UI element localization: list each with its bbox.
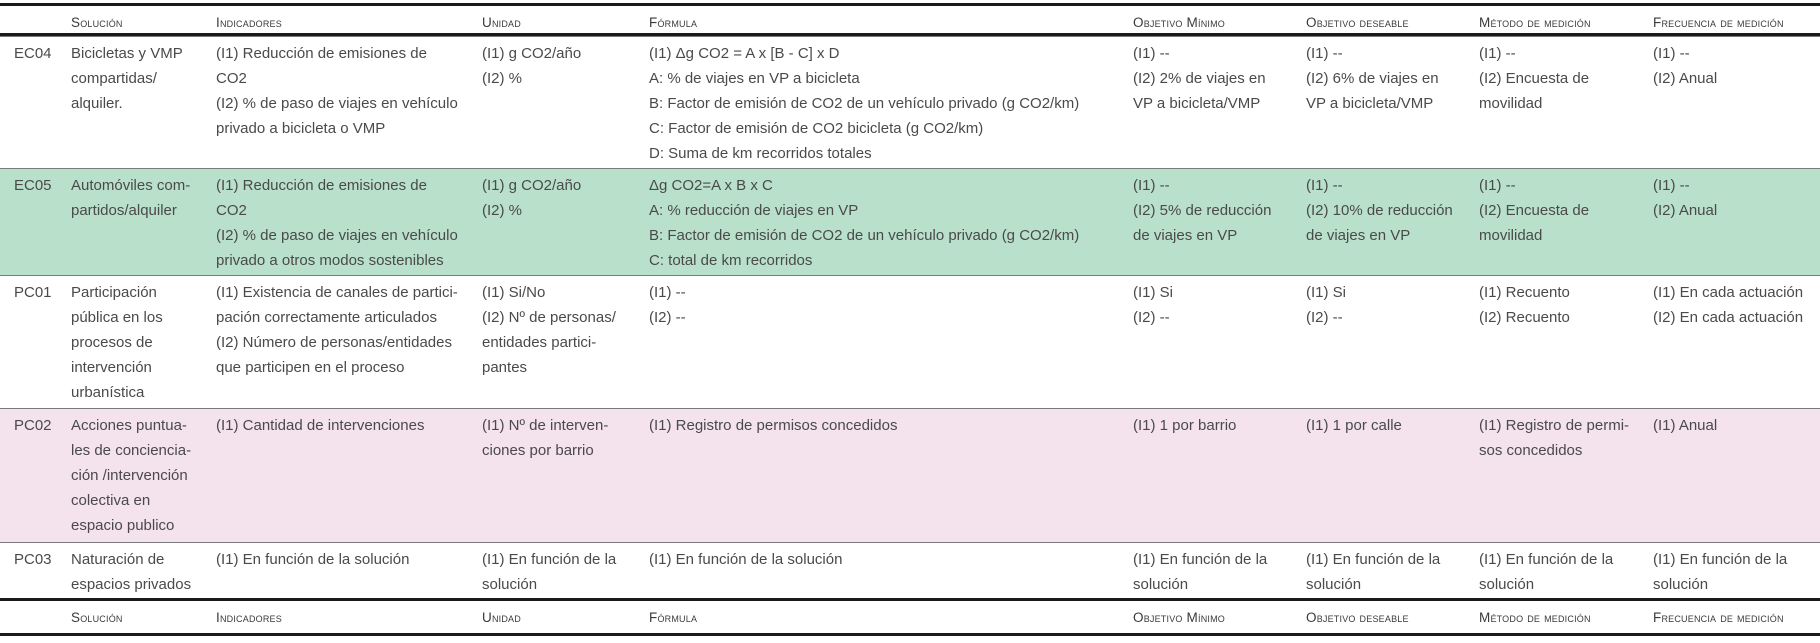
cell-line: A: % reducción de viajes en VP: [649, 202, 859, 219]
indicadores-cell: [216, 173, 476, 273]
cell-line: (I1) Si/No: [482, 284, 546, 301]
cell-line: (I1) En función de la: [1479, 551, 1614, 568]
footer-header-objetivo-minimo: Objetivo Mínimo: [1133, 610, 1226, 625]
cell-line: pantes: [482, 359, 528, 376]
cell-line: (I2) 5% de reducción: [1133, 202, 1272, 219]
cell-line: (I2) 6% de viajes en: [1306, 70, 1439, 87]
header-frecuencia: Frecuencia de medición: [1653, 15, 1784, 30]
objetivo-minimo-cell: [1133, 280, 1298, 330]
cell-line: (I1) --: [1306, 177, 1343, 194]
cell-line: entidades partici-: [482, 334, 597, 351]
header-formula: Fórmula: [649, 15, 698, 30]
cell-line: VP a bicicleta/VMP: [1306, 95, 1434, 112]
cell-line: Automóviles com-: [71, 177, 191, 194]
cell-line: (I1) Δg CO2 = A x [B - C] x D: [649, 45, 840, 62]
cell-line: (I1) En función de la: [482, 551, 617, 568]
cell-line: (I1) Nº de interven-: [482, 417, 609, 434]
cell-line: (I1) 1 por barrio: [1133, 417, 1237, 434]
header-indicadores: Indicadores: [216, 15, 282, 30]
objetivo-deseable-cell: [1306, 173, 1471, 248]
objetivo-deseable-cell: [1306, 41, 1471, 116]
frecuencia-cell: [1653, 280, 1818, 330]
cell-line: privado a bicicleta o VMP: [216, 120, 386, 137]
cell-line: (I1) 1 por calle: [1306, 417, 1402, 434]
cell-line: Bicicletas y VMP: [71, 45, 183, 62]
unidad-cell: [482, 547, 642, 597]
cell-line: (I1) --: [1306, 45, 1343, 62]
indicadores-cell: [216, 41, 476, 141]
cell-line: (I1) Reducción de emisiones de: [216, 45, 427, 62]
cell-line: (I2) Encuesta de: [1479, 202, 1590, 219]
table-row: [0, 275, 1820, 409]
cell-line: Δg CO2=A x B x C: [649, 177, 773, 194]
header-objetivo-minimo: Objetivo Mínimo: [1133, 15, 1226, 30]
cell-line: movilidad: [1479, 95, 1543, 112]
cell-line: A: % de viajes en VP a bicicleta: [649, 70, 860, 87]
table-row: [0, 168, 1820, 276]
cell-line: solución: [1653, 576, 1709, 593]
solution-code: [14, 413, 60, 438]
footer-header-solucion: Solución: [71, 610, 123, 625]
cell-line: (I2) %: [482, 70, 523, 87]
table-row: [0, 542, 1820, 599]
cell-line: (I1) En cada actuación: [1653, 284, 1804, 301]
cell-line: que participen en el proceso: [216, 359, 405, 376]
metodo-cell: [1479, 547, 1644, 597]
table-row: [0, 408, 1820, 543]
solution-code: [14, 280, 60, 305]
cell-line: (I1) --: [1653, 45, 1690, 62]
objetivo-deseable-cell: [1306, 413, 1471, 438]
cell-line: (I2) Recuento: [1479, 309, 1570, 326]
cell-line: espacios privados: [71, 576, 192, 593]
cell-line: (I2) --: [1133, 309, 1170, 326]
cell-line: (I1) En función de la: [1133, 551, 1268, 568]
cell-line: VP a bicicleta/VMP: [1133, 95, 1261, 112]
cell-line: solución: [1133, 576, 1189, 593]
objetivo-deseable-cell: [1306, 547, 1471, 597]
footer-header-indicadores: Indicadores: [216, 610, 282, 625]
solucion-cell: [71, 547, 201, 597]
cell-line: solución: [482, 576, 538, 593]
cell-line: C: Factor de emisión de CO2 bicicleta (g CO2/km): [649, 120, 984, 137]
cell-line: (I1) g CO2/año: [482, 45, 582, 62]
header-solucion: Solución: [71, 15, 123, 30]
cell-line: (I1) Reducción de emisiones de: [216, 177, 427, 194]
cell-line: (I2) Número de personas/entidades: [216, 334, 452, 351]
cell-line: pación correctamente articulados: [216, 309, 437, 326]
footer-header-formula: Fórmula: [649, 610, 698, 625]
header-unidad: Unidad: [482, 15, 521, 30]
cell-line: (I2) --: [1306, 309, 1343, 326]
unidad-cell: [482, 280, 642, 380]
formula-cell: [649, 413, 1119, 438]
cell-line: (I1) Si: [1306, 284, 1347, 301]
cell-line: (I1) En función de la: [1306, 551, 1441, 568]
cell-line: privado a otros modos sostenibles: [216, 252, 444, 269]
cell-line: (I1) --: [1653, 177, 1690, 194]
cell-line: (I1) En función de la: [1653, 551, 1788, 568]
footer-header-metodo: Método de medición: [1479, 610, 1591, 625]
solution-code: [14, 41, 60, 66]
metodo-cell: [1479, 280, 1644, 330]
table-row: [0, 36, 1820, 169]
solution-code: [14, 173, 60, 198]
cell-line: pública en los: [71, 309, 163, 326]
cell-line: solución: [1479, 576, 1535, 593]
indicadores-cell: [216, 547, 476, 572]
objetivo-deseable-cell: [1306, 280, 1471, 330]
formula-cell: [649, 41, 1119, 166]
cell-line: PC02: [14, 417, 52, 434]
frecuencia-cell: [1653, 413, 1818, 438]
objetivo-minimo-cell: [1133, 41, 1298, 116]
header-row: [0, 6, 1820, 36]
cell-line: (I1) Anual: [1653, 417, 1718, 434]
cell-line: (I2) Anual: [1653, 202, 1718, 219]
objetivo-minimo-cell: [1133, 173, 1298, 248]
footer-header-unidad: Unidad: [482, 610, 521, 625]
cell-line: (I1) Cantidad de intervenciones: [216, 417, 425, 434]
cell-line: de viajes en VP: [1306, 227, 1411, 244]
footer-header-row: [0, 601, 1820, 631]
frecuencia-cell: [1653, 41, 1818, 91]
cell-line: alquiler.: [71, 95, 123, 112]
solucion-cell: [71, 413, 201, 538]
cell-line: (I1) g CO2/año: [482, 177, 582, 194]
cell-line: ción /intervención: [71, 467, 188, 484]
cell-line: (I1) --: [1479, 177, 1516, 194]
objetivo-minimo-cell: [1133, 547, 1298, 597]
cell-line: intervención: [71, 359, 152, 376]
cell-line: (I1) Registro de permisos concedidos: [649, 417, 898, 434]
cell-line: (I2) %: [482, 202, 523, 219]
frecuencia-cell: [1653, 547, 1818, 597]
cell-line: (I1) --: [1133, 45, 1170, 62]
cell-line: (I1) Existencia de canales de partici-: [216, 284, 458, 301]
cell-line: solución: [1306, 576, 1362, 593]
cell-line: colectiva en: [71, 492, 151, 509]
cell-line: Participación: [71, 284, 157, 301]
footer-header-objetivo-deseable: Objetivo deseable: [1306, 610, 1409, 625]
cell-line: partidos/alquiler: [71, 202, 177, 219]
solucion-cell: [71, 173, 201, 223]
cell-line: CO2: [216, 70, 247, 87]
cell-line: ciones por barrio: [482, 442, 594, 459]
cell-line: (I2) % de paso de viajes en vehículo: [216, 227, 458, 244]
cell-line: Acciones puntua-: [71, 417, 187, 434]
cell-line: espacio publico: [71, 517, 175, 534]
cell-line: compartidas/: [71, 70, 157, 87]
formula-cell: [649, 547, 1119, 572]
cell-line: les de conciencia-: [71, 442, 192, 459]
cell-line: C: total de km recorridos: [649, 252, 813, 269]
cell-line: (I2) Anual: [1653, 70, 1718, 87]
cell-line: (I1) --: [1479, 45, 1516, 62]
footer-header-frecuencia: Frecuencia de medición: [1653, 610, 1784, 625]
cell-line: (I2) Nº de personas/: [482, 309, 616, 326]
cell-line: movilidad: [1479, 227, 1543, 244]
bottom-rule: [0, 633, 1820, 636]
cell-line: D: Suma de km recorridos totales: [649, 145, 872, 162]
indicadores-cell: [216, 413, 476, 438]
cell-line: Naturación de: [71, 551, 165, 568]
header-metodo: Método de medición: [1479, 15, 1591, 30]
cell-line: (I1) Si: [1133, 284, 1174, 301]
cell-line: EC04: [14, 45, 52, 62]
cell-line: (I2) En cada actuación: [1653, 309, 1804, 326]
solucion-cell: [71, 41, 201, 116]
cell-line: (I1) --: [649, 284, 686, 301]
unidad-cell: [482, 173, 642, 223]
cell-line: (I1) Registro de permi-: [1479, 417, 1630, 434]
solution-code: [14, 547, 60, 572]
cell-line: procesos de: [71, 334, 153, 351]
frecuencia-cell: [1653, 173, 1818, 223]
unidad-cell: [482, 41, 642, 91]
metodo-cell: [1479, 173, 1644, 248]
cell-line: urbanística: [71, 384, 145, 401]
header-objetivo-deseable: Objetivo deseable: [1306, 15, 1409, 30]
cell-line: (I2) 2% de viajes en: [1133, 70, 1266, 87]
formula-cell: [649, 280, 1119, 330]
cell-line: (I2) 10% de reducción: [1306, 202, 1453, 219]
cell-line: CO2: [216, 202, 247, 219]
indicadores-cell: [216, 280, 476, 380]
metodo-cell: [1479, 41, 1644, 116]
cell-line: (I1) En función de la solución: [216, 551, 410, 568]
cell-line: (I2) --: [649, 309, 686, 326]
metodo-cell: [1479, 413, 1644, 463]
cell-line: EC05: [14, 177, 52, 194]
formula-cell: [649, 173, 1119, 273]
solucion-cell: [71, 280, 201, 405]
objetivo-minimo-cell: [1133, 413, 1298, 438]
cell-line: B: Factor de emisión de CO2 de un vehículo privado (g CO2/km): [649, 95, 1080, 112]
cell-line: (I1) --: [1133, 177, 1170, 194]
cell-line: (I1) En función de la solución: [649, 551, 843, 568]
cell-line: de viajes en VP: [1133, 227, 1238, 244]
unidad-cell: [482, 413, 642, 463]
cell-line: PC03: [14, 551, 52, 568]
cell-line: B: Factor de emisión de CO2 de un vehículo privado (g CO2/km): [649, 227, 1080, 244]
cell-line: (I2) % de paso de viajes en vehículo: [216, 95, 458, 112]
cell-line: (I2) Encuesta de: [1479, 70, 1590, 87]
cell-line: (I1) Recuento: [1479, 284, 1570, 301]
cell-line: PC01: [14, 284, 52, 301]
cell-line: sos concedidos: [1479, 442, 1583, 459]
